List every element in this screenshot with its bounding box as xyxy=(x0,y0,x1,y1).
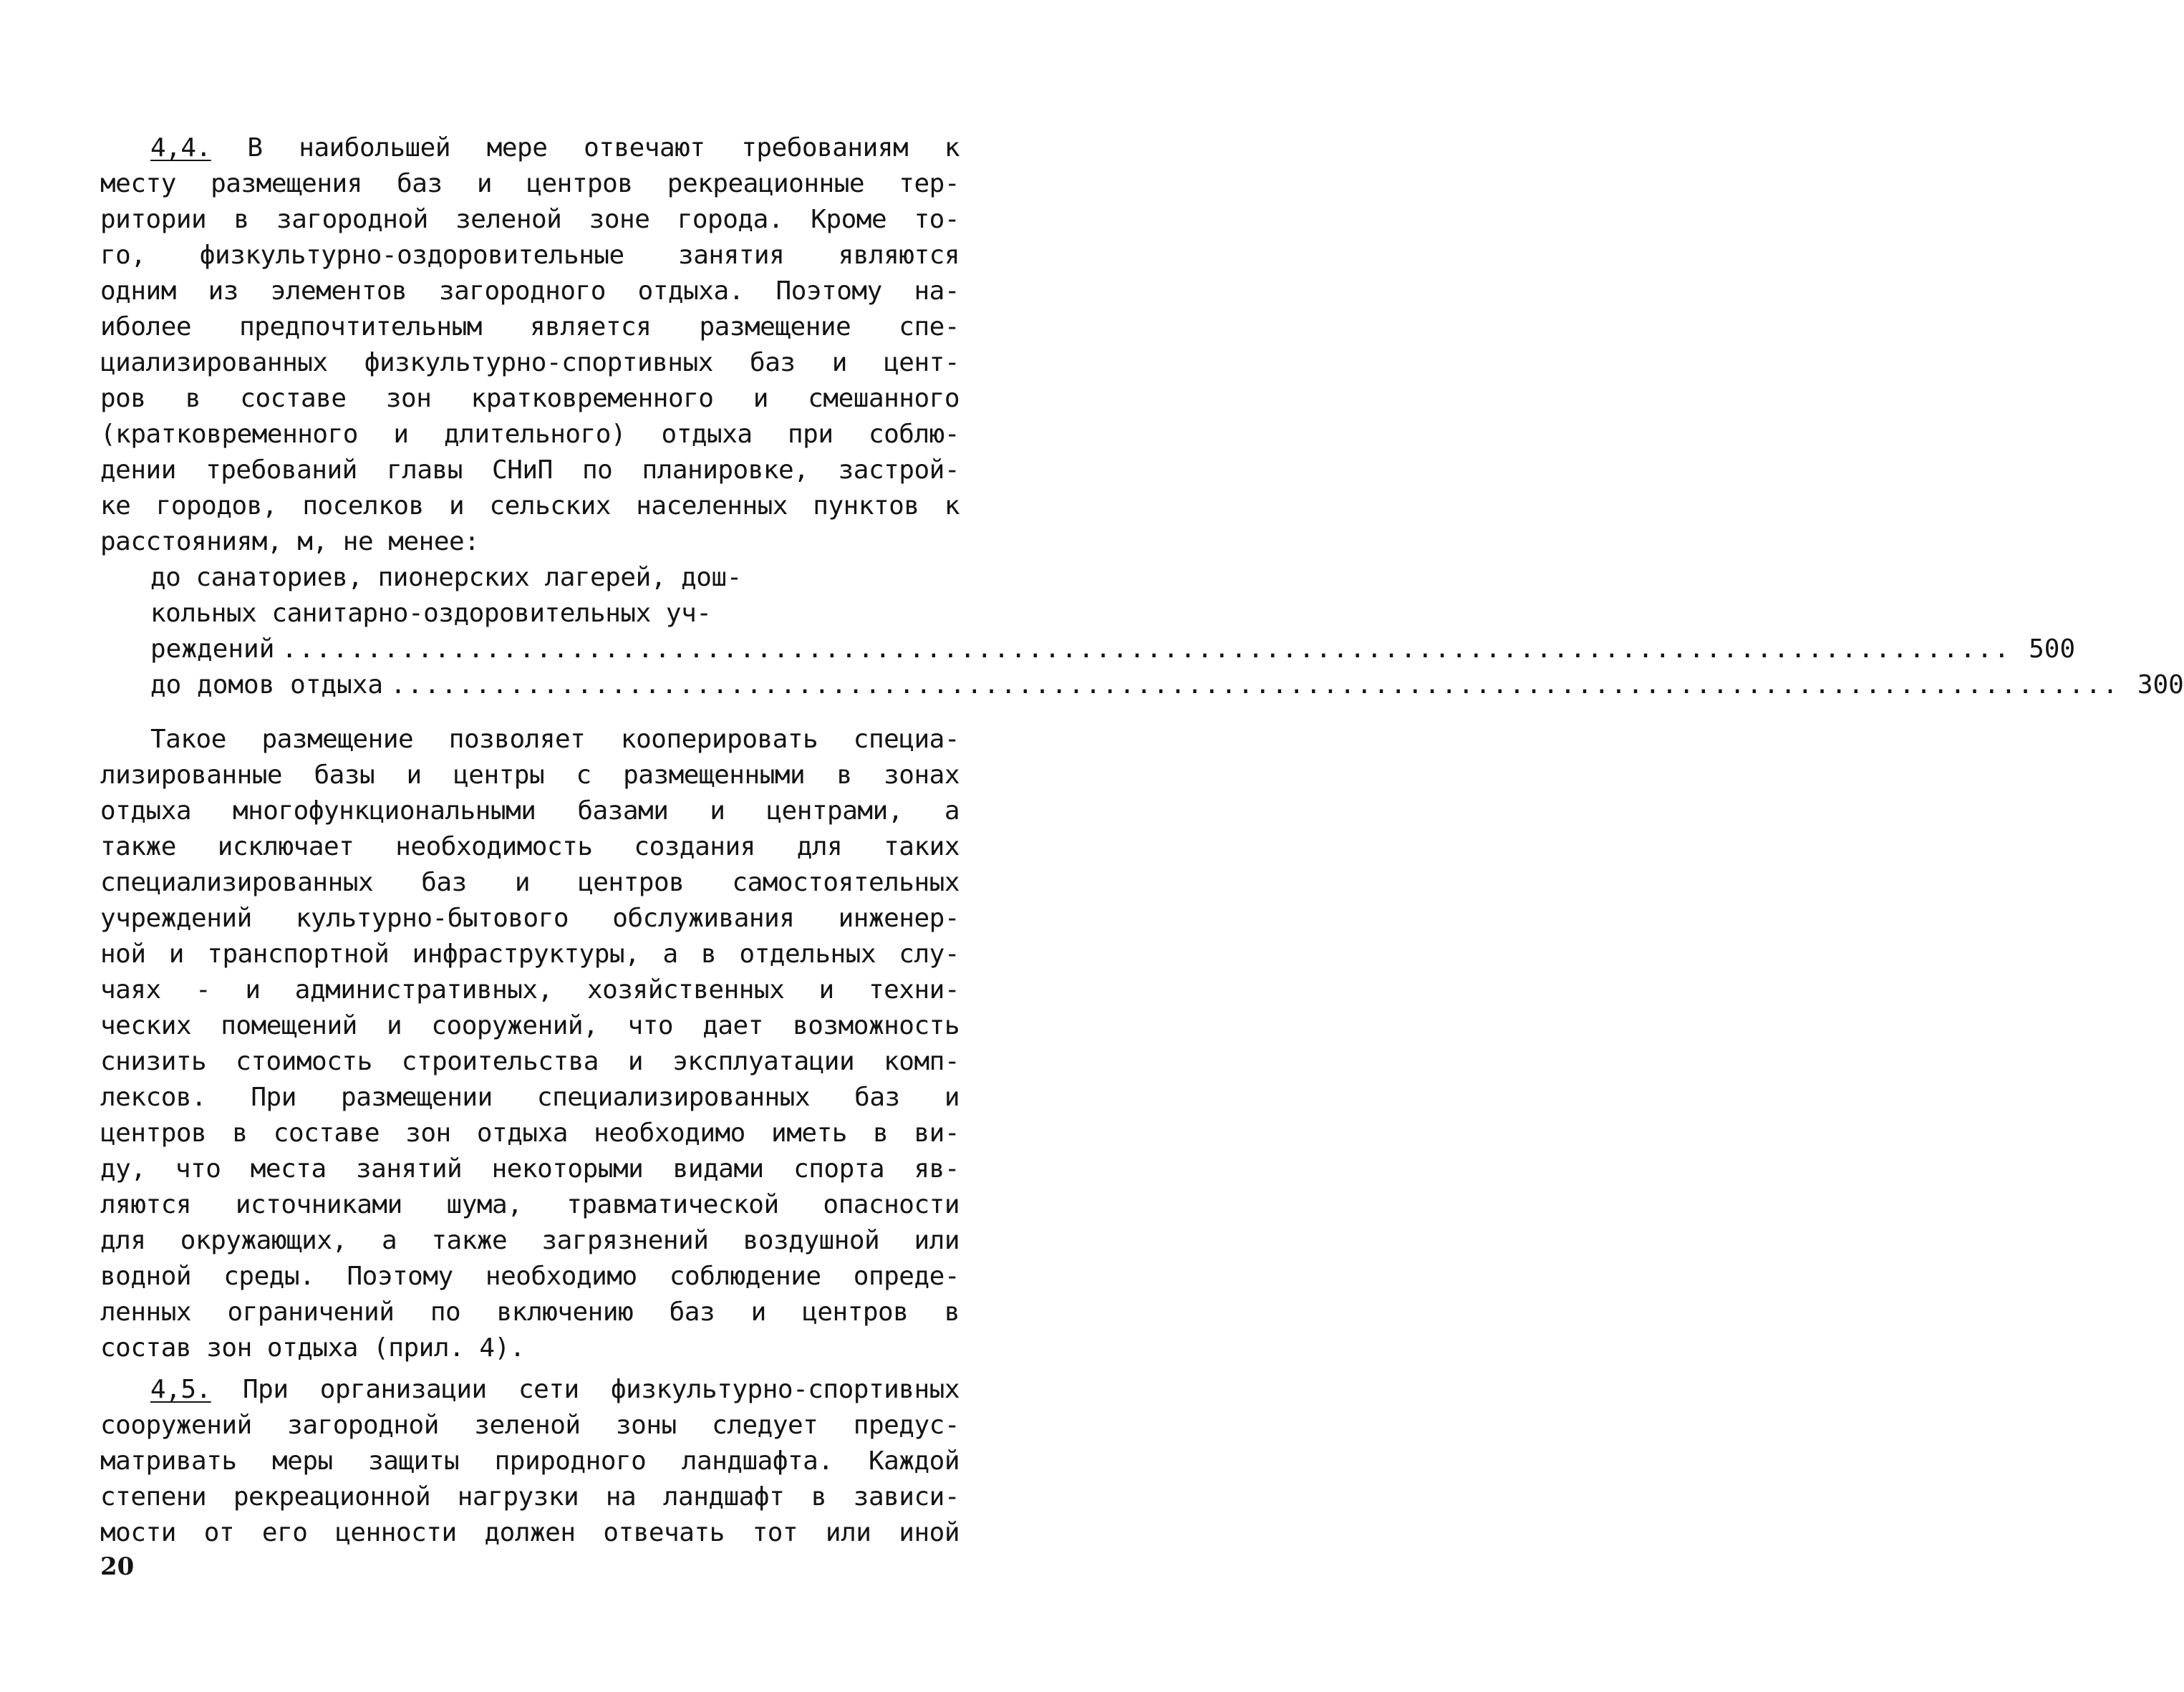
page-number: 20 xyxy=(100,1552,135,1581)
paragraph-line: ров в составе зон кратковременного и смешанного xyxy=(100,384,960,413)
paragraph-line: отдыха многофункциональными базами и центрами, а xyxy=(100,796,960,826)
section-number: 4,4. xyxy=(150,133,211,163)
paragraph-line: специализированных баз и центров самостоятельных xyxy=(100,868,960,897)
distance-list xyxy=(100,560,2184,703)
paragraph-line: чаях - и административных, хозяйственных и техни- xyxy=(100,975,960,1005)
paragraph-line: ной и транспортной инфраструктуры, а в отдельных слу- xyxy=(100,939,960,969)
paragraph-line: лексов. При размещении специализированных баз и xyxy=(100,1083,960,1112)
list-item-label: до домов отдыха xyxy=(150,670,384,700)
paragraph-line: ческих помещений и сооружений, что дает возможность xyxy=(100,1011,960,1040)
paragraph-line: ду, что места занятий некоторыми видами спорта яв- xyxy=(100,1154,960,1184)
paragraph-line: водной среды. Поэтому необходимо соблюдение опреде- xyxy=(100,1262,960,1291)
paragraph-line: месту размещения баз и центров рекреационные тер- xyxy=(100,169,960,198)
paragraph-gap xyxy=(100,1366,960,1372)
paragraph-line: иболее предпочтительным является размещение спе- xyxy=(100,312,960,342)
paragraph-line: го, физкультурно-оздоровительные занятия являются xyxy=(100,241,960,270)
list-item-value: 300 xyxy=(2137,670,2184,700)
section-4-5 xyxy=(100,1372,960,1551)
paragraph-line: учреждений культурно-бытового обслуживания инженер- xyxy=(100,904,960,933)
list-line: до санаториев, пионерских лагерей, дош- xyxy=(150,563,742,592)
paragraph-line: 4,5. При организации сети физкультурно-спортивных xyxy=(150,1375,960,1404)
section-4-4 xyxy=(100,130,960,560)
paragraph-line: сооружений загородной зеленой зоны следует предус- xyxy=(100,1411,960,1440)
paragraph-gap xyxy=(100,703,960,722)
paragraph-line: циализированных физкультурно-спортивных баз и цент- xyxy=(100,348,960,377)
paragraph-line: одним из элементов загородного отдыха. Поэтому на- xyxy=(100,276,960,306)
paragraph-line: также исключает необходимость создания для таких xyxy=(100,832,960,861)
section-number: 4,5. xyxy=(150,1375,211,1404)
paragraph-line: лизированные базы и центры с размещенными в зонах xyxy=(100,760,960,790)
paragraph-line: дении требований главы СНиП по планировке, застрой- xyxy=(100,455,960,485)
paragraph-line: снизить стоимость строительства и эксплуатации комп- xyxy=(100,1047,960,1076)
dot-leader: ...................................................................................................... xyxy=(390,670,2120,700)
paragraph-line: ленных ограничений по включению баз и центров в xyxy=(100,1297,960,1327)
paragraph-line: Такое размещение позволяет кооперировать специа- xyxy=(150,725,960,754)
dot-leader: ...................................................................................................... xyxy=(281,634,2011,664)
list-item-value: 500 xyxy=(2029,634,2076,664)
paragraph-line: ритории в загородной зеленой зоне города. Кроме то- xyxy=(100,205,960,234)
paragraph-line: 4,4. В наибольшей мере отвечают требованиям к xyxy=(150,133,960,163)
paragraph-line: для окружающих, а также загрязнений воздушной или xyxy=(100,1226,960,1255)
paragraph-line: степени рекреационной нагрузки на ландшафт в зависи- xyxy=(100,1482,960,1512)
list-item xyxy=(150,667,2184,703)
paragraph-line: расстояниям, м, не менее: xyxy=(100,527,480,556)
paragraph-line: центров в составе зон отдыха необходимо иметь в ви- xyxy=(100,1118,960,1148)
paragraph-line: ляются источниками шума, травматической опасности xyxy=(100,1190,960,1219)
paragraph-line: матривать меры защиты природного ландшафта. Каждой xyxy=(100,1446,960,1476)
paragraph-line: (кратковременного и длительного) отдыха при соблю- xyxy=(100,420,960,449)
paragraph-line: мости от его ценности должен отвечать тот или иной xyxy=(100,1518,960,1547)
page-body xyxy=(100,130,2184,1551)
paragraph-placement xyxy=(100,722,960,1366)
list-item xyxy=(150,632,2076,667)
paragraph-line: состав зон отдыха (прил. 4). xyxy=(100,1333,525,1363)
list-line: кольных санитарно-оздоровительных уч- xyxy=(150,599,712,628)
list-item-label: реждений xyxy=(150,634,275,664)
paragraph-line: ке городов, поселков и сельских населенных пунктов к xyxy=(100,491,960,521)
